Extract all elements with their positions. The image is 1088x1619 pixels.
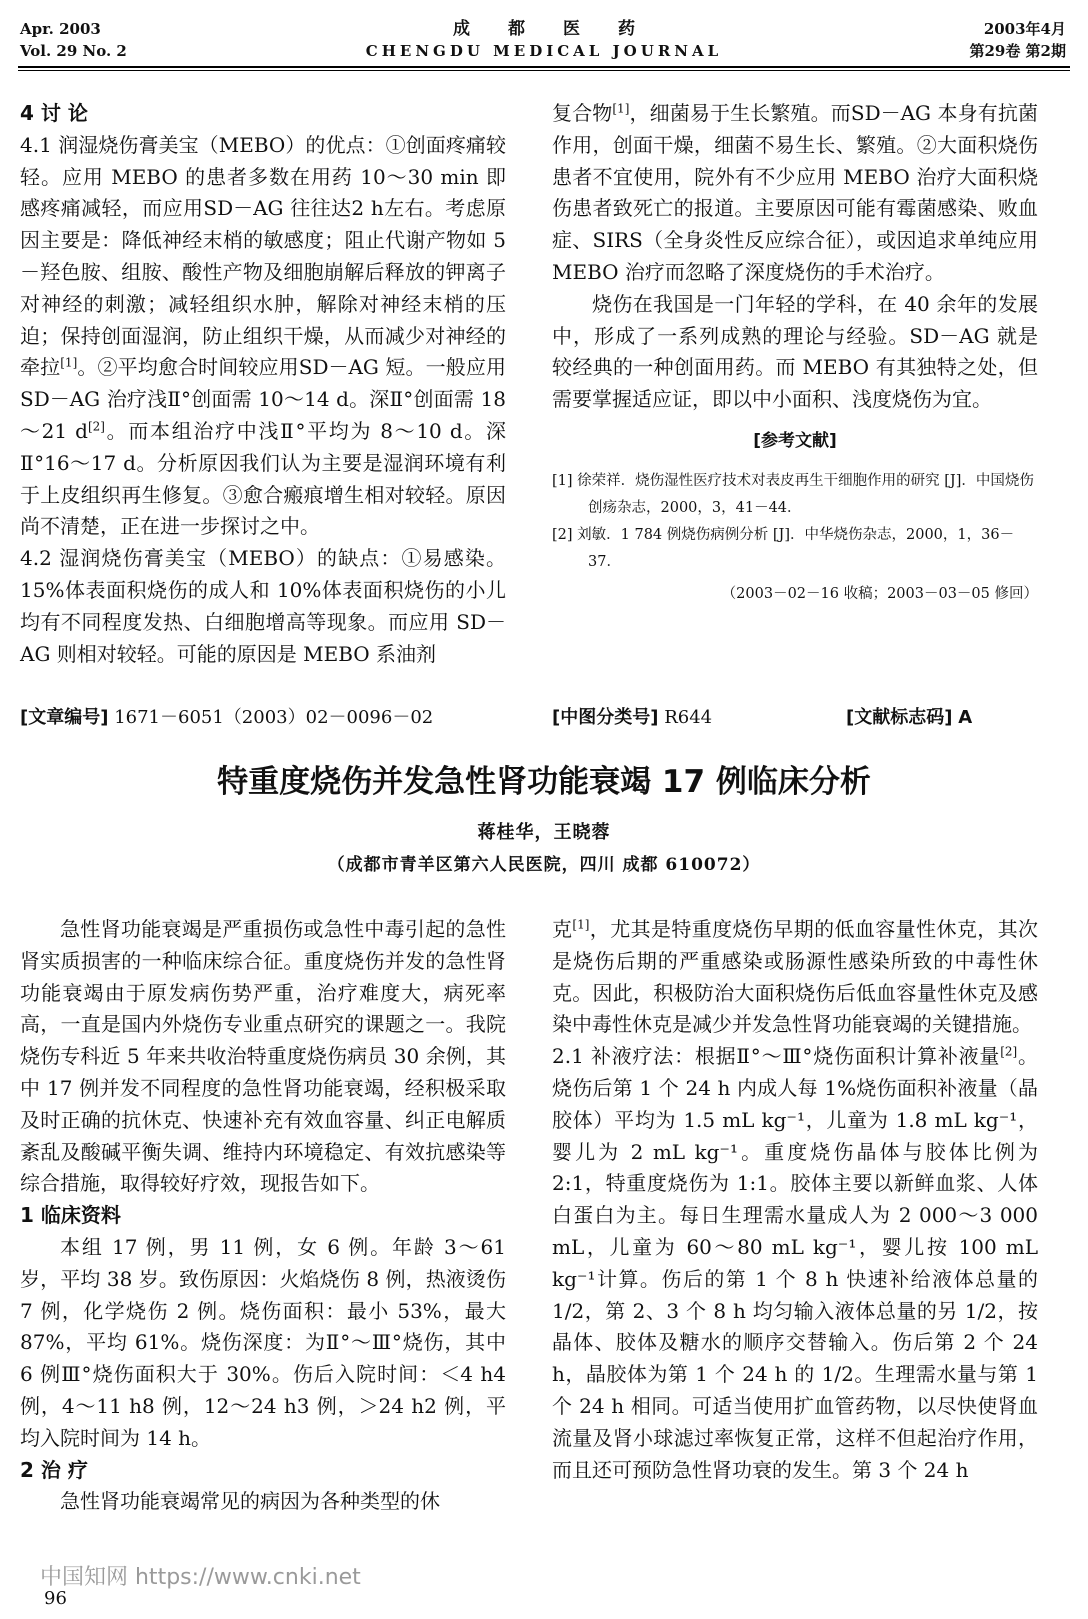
paragraph-4-1: 4.1 润湿烧伤膏美宝（MEBO）的优点：①创面疼痛较轻。应用 MEBO 的患者多数在用药 10～30 min 即感疼痛减轻，而应用SD－AG 往往达2 h左右。考虑原因主要是：降低神经末梢的敏感度；阻止代谢产物如 5－羟色胺、组胺、酸性产物及细胞崩解后释放的钾离子对神经的刺激；减轻组织水肿，解除对神经末梢的压迫；保持创面湿润，防止组织干燥，从而减少对神经的牵拉[1]。②平均愈合时间较应用SD－AG 短。一般应用 SD－AG 治疗浅Ⅱ°创面需 10～14 d。深Ⅱ°创面需 18～21 d[2]。而本组治疗中浅Ⅱ°平均为 8～10 d。深Ⅱ°16～17 d。分析原因我们认为主要是湿润环境有利于上皮组织再生修复。③愈合瘢痕增生相对较轻。原因尚不清楚，正在进一步探讨之中。: [20, 132, 506, 539]
citation-ref: [2]: [1000, 1044, 1018, 1059]
clinical-data-paragraph: 本组 17 例，男 11 例，女 6 例。年龄 3～61 岁，平均 38 岁。致伤原因：火焰烧伤 8 例，热液烫伤 7 例，化学烧伤 2 例。烧伤面积：最小 53%，最大 87%，平均 61%。烧伤深度：为Ⅱ°～Ⅲ°烧伤，其中 6 例Ⅲ°烧伤面积大于 30%。伤后入院时间：＜4 h4 例，4～11 h8 例，12～24 h3 例，＞24 h2 例，平均入院时间为 14 h。: [20, 1234, 506, 1450]
intro-paragraph: 急性肾功能衰竭是严重损伤或急性中毒引起的急性肾实质损害的一种临床综合征。重度烧伤并发的急性肾功能衰竭由于原发病伤势严重，治疗难度大，病死率高，一直是国内外烧伤专业重点研究的课题之一。我院烧伤专科近 5 年来共收治特重度烧伤病员 30 余例，其中 17 例并发不同程度的急性肾功能衰竭，经积极采取及时正确的抗休克、快速补充有效血容量、纠正电解质紊乱及酸碱平衡失调、维持内环境稳定、有效抗感染等综合措施，取得较好疗效，现报告如下。: [20, 917, 506, 1196]
fluid-therapy-paragraph: 2.1 补液疗法：根据Ⅱ°～Ⅲ°烧伤面积计算补液量[2]。烧伤后第 1 个 24 h 内成人每 1%烧伤面积补液量（晶胶体）平均为 1.5 mL kg⁻¹，儿童为 1.8 mL kg⁻¹，婴儿为 2 mL kg⁻¹。重度烧伤晶体与胶体比例为 2:1，特重度烧伤为 1:1。胶体主要以新鲜血浆、人体白蛋白为主。每日生理需水量成人为 2 000～3 000 mL，儿童为 60～80 mL kg⁻¹，婴儿按 100 mL kg⁻¹计算。伤后的第 1 个 8 h 快速补给液体总量的 1/2，第 2、3 个 8 h 均匀输入液体总量的另 1/2，按晶体、胶体及糖水的顺序交替输入。伤后第 2 个 24 h，晶胶体为第 1 个 24 h 的 1/2。生理需水量与第 1 个 24 h 相同。可适当使用扩血管药物，以尽快使肾血流量及肾小球滤过率恢复正常，这样不但起治疗作用，而且还可预防急性肾功衰的发生。第 3 个 24 h: [552, 1044, 1038, 1482]
cnki-watermark: 中国知网 https://www.cnki.net: [40, 1565, 361, 1590]
citation-ref: [1]: [612, 101, 630, 116]
citation-ref: [1]: [60, 355, 78, 370]
document-code: [文献标志码] A: [846, 707, 973, 728]
section-heading-discussion: 4 讨 论: [20, 101, 88, 125]
paragraph-4-2: 4.2 湿润烧伤膏美宝（MEBO）的缺点：①易感染。15%体表面积烧伤的成人和 10%体表面积烧伤的小儿均有不同程度发热、白细胞增高等现象。而应用 SD－AG 则相对较轻。可能的原因是 MEBO 系油剂: [20, 546, 506, 666]
reference-item: [2] 刘敏．1 784 例烧伤病例分析 [J]．中华烧伤杂志，2000，1，36－37．: [552, 526, 1015, 570]
article-left-column: [20, 914, 506, 1518]
reference-item: [1] 徐荣祥．烧伤湿性医疗技术对表皮再生干细胞作用的研究 [J]．中国烧伤创疡杂志，2000，3，41－44．: [552, 472, 1034, 516]
shock-paragraph: 克[1]，尤其是特重度烧伤早期的低血容量性休克，其次是烧伤后期的严重感染或肠源性感染所致的中毒性休克。因此，积极防治大面积烧伤后低血容量性休克及感染中毒性休克是减少并发急性肾功能衰竭的关键措施。: [552, 917, 1039, 1037]
citation-ref: [2]: [87, 419, 105, 434]
prev-article-right-column: [552, 98, 1038, 608]
paragraph-conclusion: 烧伤在我国是一门年轻的学科，在 40 余年的发展中，形成了一系列成熟的理论与经验。SD－AG 就是较经典的一种创面用药。而 MEBO 有其独特之处，但需要掌握适应证，即以中小面积、浅度烧伤为宜。: [552, 291, 1038, 412]
article-title: 特重度烧伤并发急性肾功能衰竭 17 例临床分析: [217, 764, 871, 800]
article-affiliation: （成都市青羊区第六人民医院，四川 成都 610072）: [327, 855, 761, 875]
article-authors: 蒋桂华，王晓蓉: [477, 822, 611, 843]
section-heading-clinical-data: 1 临床资料: [20, 1203, 121, 1228]
header-rule-thin: [18, 70, 1070, 71]
journal-header-right: [969, 18, 1066, 62]
article-number: [文章编号] 1671－6051（2003）02－0096－02: [20, 707, 434, 728]
section-heading-treatment: 2 治 疗: [20, 1457, 88, 1482]
prev-article-left-column: [20, 98, 506, 670]
received-date: （2003－02－16 收稿；2003－03－05 修回）: [721, 585, 1038, 602]
journal-name-cn: 成都医药: [453, 19, 673, 39]
journal-header-center: [0, 18, 1088, 62]
journal-name-en: CHENGDU MEDICAL JOURNAL: [365, 42, 723, 60]
article-right-column: [552, 914, 1038, 1486]
header-rule: [18, 66, 1070, 68]
header-date-cn: 2003年4月: [983, 20, 1066, 38]
treatment-paragraph: 急性肾功能衰竭常见的病因为各种类型的休: [60, 1489, 440, 1514]
header-volume: Vol. 29 No. 2: [20, 42, 127, 60]
classification-number: [中图分类号] R644: [552, 707, 713, 728]
header-date: Apr. 2003: [20, 20, 101, 38]
header-volume-cn: 第29卷 第2期: [969, 42, 1066, 60]
page-number: 96: [44, 1588, 67, 1609]
references-heading: [参考文献]: [753, 430, 837, 451]
paragraph-continued: 复合物[1]，细菌易于生长繁殖。而SD－AG 本身有抗菌作用，创面干燥，细菌不易生长、繁殖。②大面积烧伤患者不宜使用，院外有不少应用 MEBO 治疗大面积烧伤患者致死亡的报道。主要原因可能有霉菌感染、败血症、SIRS（全身炎性反应综合征），或因追求单纯应用 MEBO 治疗而忽略了深度烧伤的手术治疗。: [552, 101, 1039, 284]
citation-ref: [1]: [572, 917, 590, 932]
